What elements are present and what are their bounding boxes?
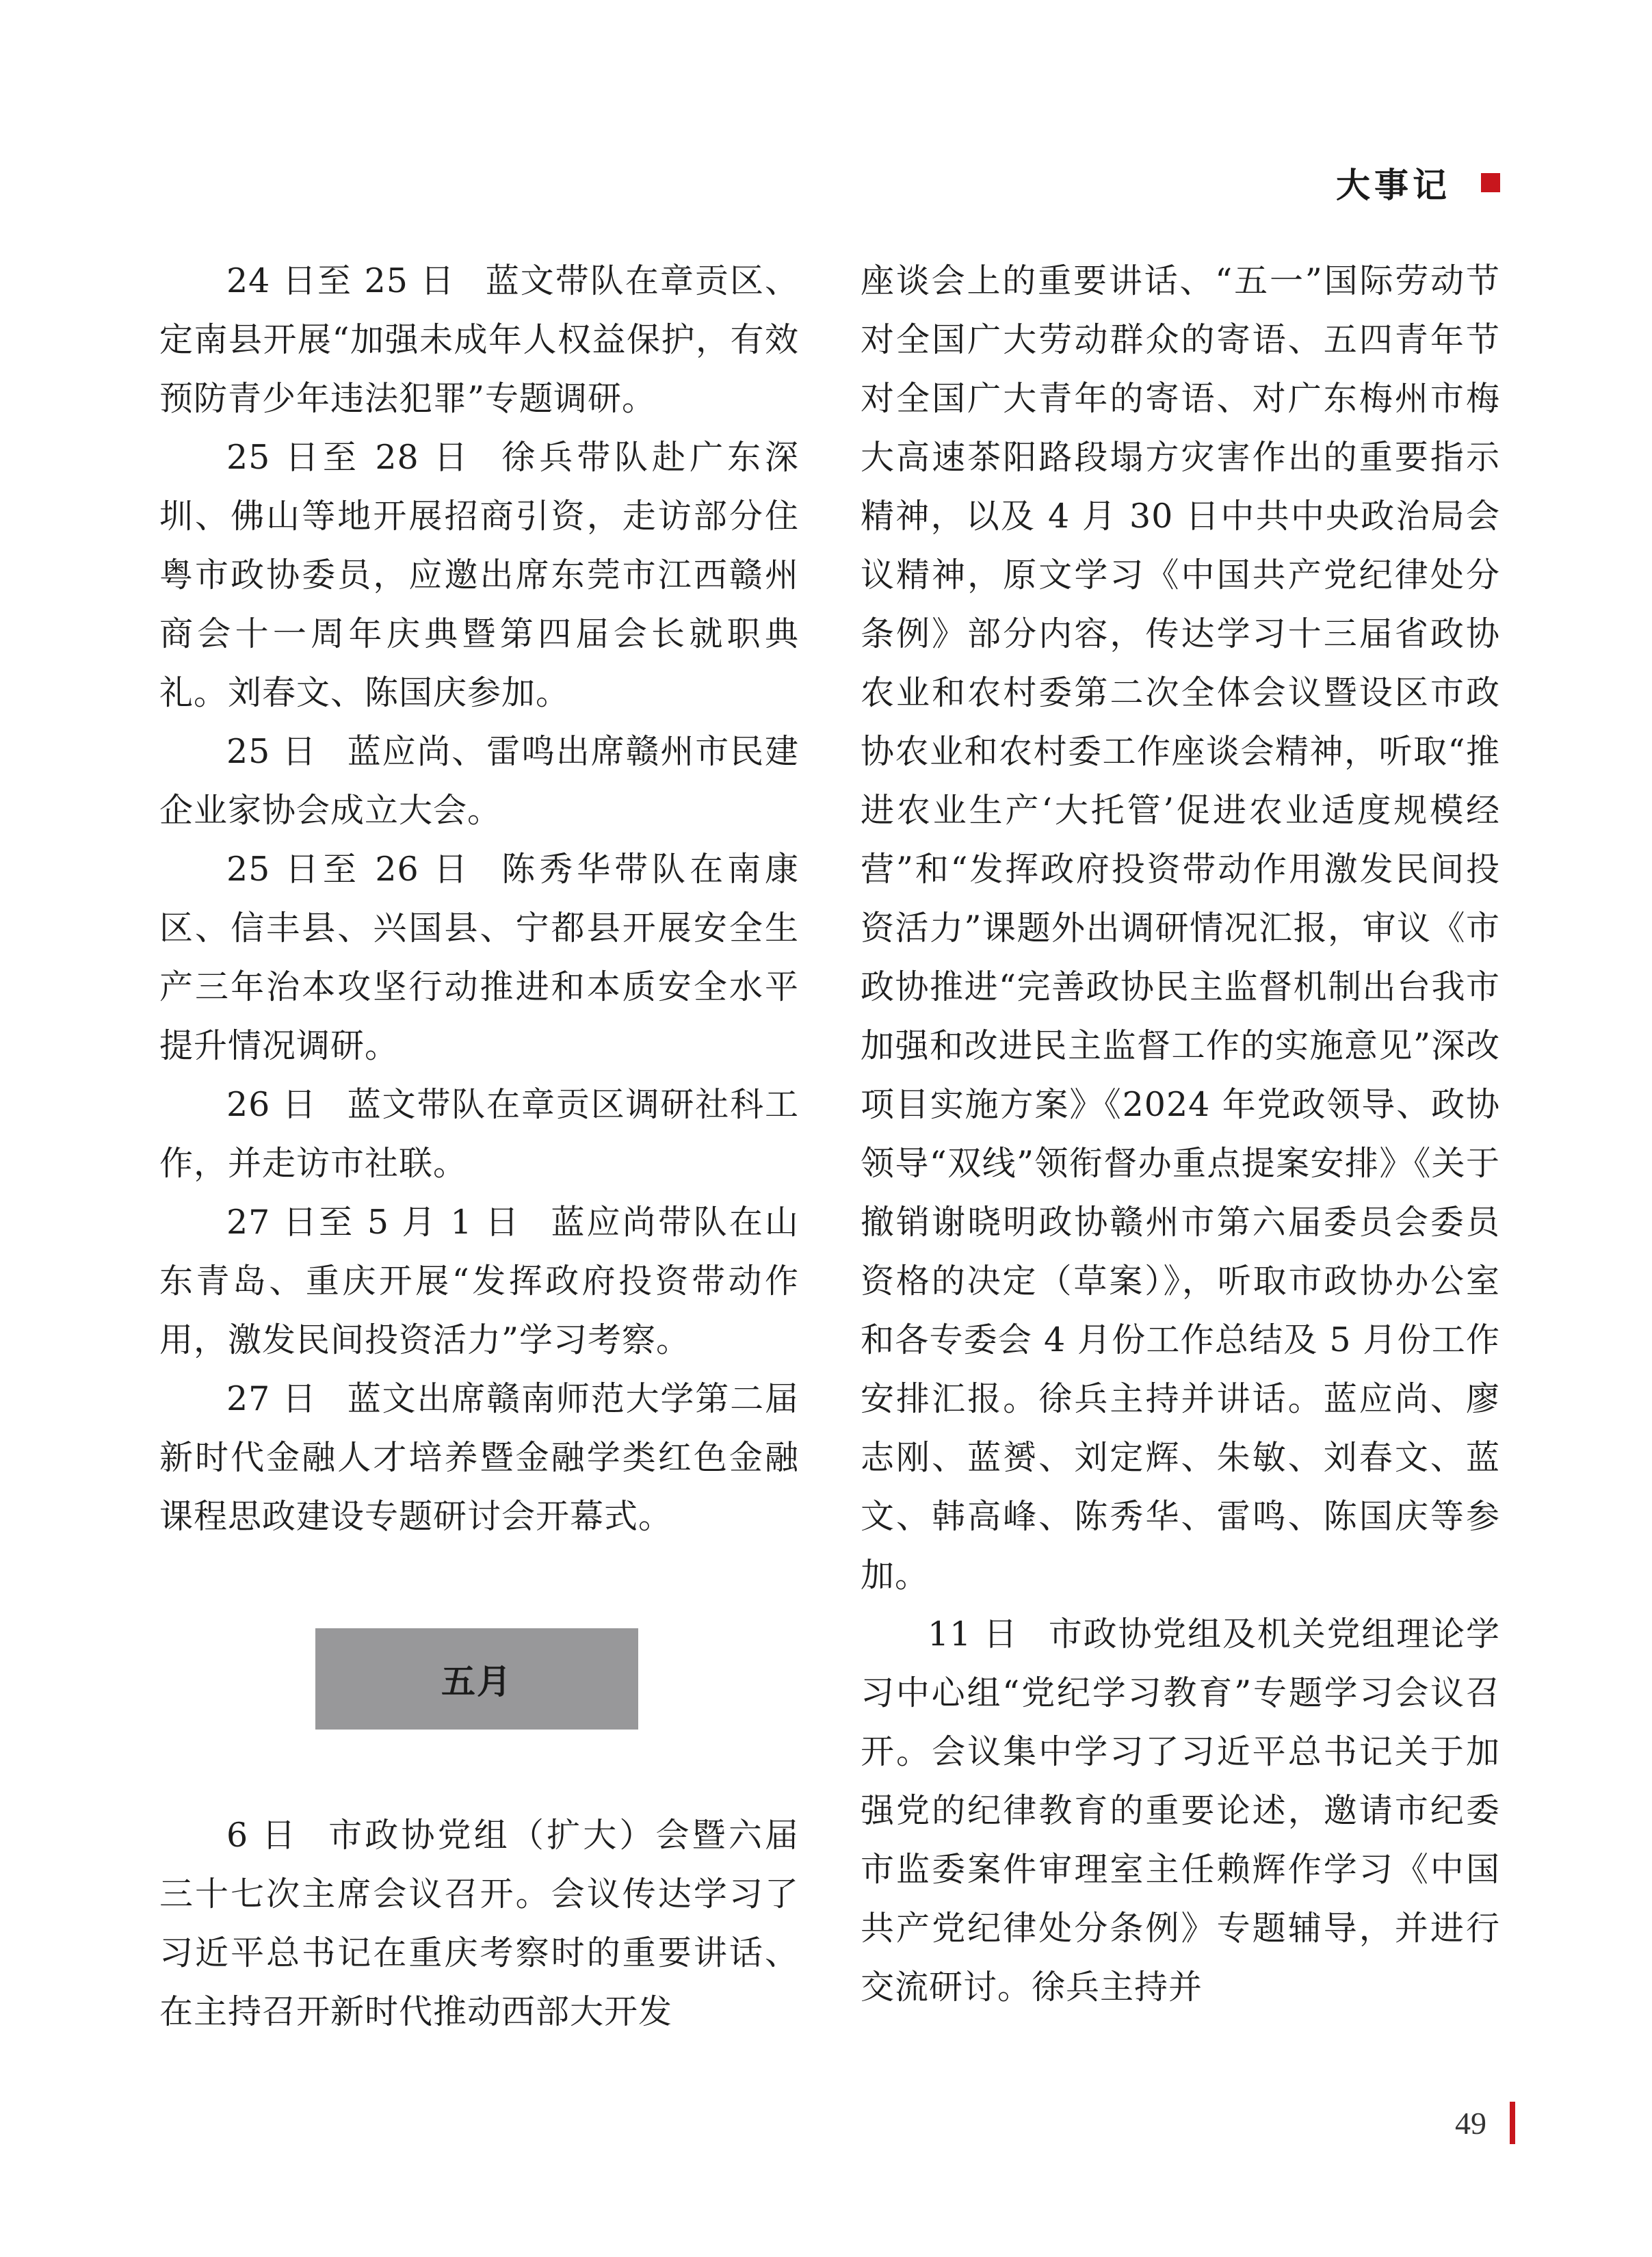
entry-text: 蓝文出席赣南师范大学第二届新时代金融人才培养暨金融学类红色金融课程思政建设专题研讨会开幕式。 — [159, 1379, 799, 1536]
entry-text: 徐兵带队赴广东深圳、佛山等地开展招商引资，走访部分住粤市政协委员，应邀出席东莞市江西赣州商会十一周年庆典暨第四届会长就职典礼。刘春文、陈国庆参加。 — [159, 438, 799, 712]
entry-text: 陈秀华带队在南康区、信丰县、兴国县、宁都县开展安全生产三年治本攻坚行动推进和本质安全水平提升情况调研。 — [159, 850, 799, 1065]
entry-date: 27 日至 5 月 1 日 — [226, 1203, 521, 1242]
entry-date: 26 日 — [226, 1085, 317, 1124]
entry-text: 蓝文带队在章贡区调研社科工作，并走访市社联。 — [159, 1085, 799, 1183]
entry-text: 蓝文带队在章贡区、定南县开展“加强未成年人权益保护，有效预防青少年违法犯罪”专题调研。 — [159, 261, 799, 418]
entry-paragraph — [159, 1075, 799, 1193]
entry-date: 25 日 — [226, 732, 317, 771]
running-header — [1336, 159, 1500, 207]
entry-paragraph — [159, 1193, 799, 1370]
month-heading-box — [315, 1628, 638, 1730]
entry-paragraph — [159, 428, 799, 722]
entry-paragraph — [159, 1370, 799, 1546]
spacer — [159, 1730, 799, 1806]
page-footer — [1455, 2102, 1515, 2144]
red-square-marker — [1481, 173, 1500, 192]
entry-date: 24 日至 25 日 — [226, 261, 456, 300]
entry-text: 市政协党组及机关党组理论学习中心组“党纪学习教育”专题学习会议召开。会议集中学习了习近平总书记关于加强党的纪律教育的重要论述，邀请市纪委市监委案件审理室主任赖辉作学习《中国共产党纪律处分条例》专题辅导，并进行交流研讨。徐兵主持并 — [861, 1615, 1500, 2007]
entry-paragraph — [159, 1806, 799, 2041]
page-number: 49 — [1455, 2105, 1486, 2141]
entry-paragraph — [159, 840, 799, 1075]
entry-paragraph — [861, 1605, 1500, 2017]
entry-paragraph — [159, 722, 799, 840]
entry-date: 25 日至 28 日 — [226, 438, 472, 477]
entry-text: 市政协党组（扩大）会暨六届三十七次主席会议召开。会议传达学习了习近平总书记在重庆考察时的重要讲话、在主持召开新时代推动西部大开发 — [159, 1816, 799, 2031]
entry-date: 6 日 — [226, 1816, 299, 1855]
right-column — [861, 252, 1500, 2017]
entry-paragraph — [159, 252, 799, 428]
entry-date: 25 日至 26 日 — [226, 850, 472, 889]
left-column — [159, 252, 799, 2041]
entry-date: 27 日 — [226, 1379, 317, 1418]
month-heading: 五月 — [441, 1662, 512, 1701]
entry-text: 蓝应尚带队在山东青岛、重庆开展“发挥政府投资带动作用，激发民间投资活力”学习考察。 — [159, 1203, 799, 1359]
entry-date: 11 日 — [928, 1615, 1019, 1654]
continued-paragraph: 座谈会上的重要讲话、“五一”国际劳动节对全国广大劳动群众的寄语、五四青年节对全国广大青年的寄语、对广东梅州市梅大高速茶阳路段塌方灾害作出的重要指示精神，以及 4 月 30 日中共中央政治局会议精神，原文学习《中国共产党纪律处分条例》部分内容，传达学习十三届省政协农业和农村委第二次全体会议暨设区市政协农业和农村委工作座谈会精神，听取“推进农业生产‘大托管’促进农业适度规模经营”和“发挥政府投资带动作用激发民间投资活力”课题外出调研情况汇报，审议《市政协推进“完善政协民主监督机制出台我市加强和改进民主监督工作的实施意见”深改项目实施方案》《2024 年党政领导、政协领导“双线”领衔督办重点提案安排》《关于撤销谢晓明政协赣州市第六届委员会委员资格的决定（草案）》，听取市政协办公室和各专委会 4 月份工作总结及 5 月份工作安排汇报。徐兵主持并讲话。蓝应尚、廖志刚、蓝赟、刘定辉、朱敏、刘春文、蓝文、韩高峰、陈秀华、雷鸣、陈国庆等参加。 — [861, 261, 1500, 1595]
entry-text: 蓝应尚、雷鸣出席赣州市民建企业家协会成立大会。 — [159, 732, 799, 830]
section-title: 大事记 — [1336, 166, 1451, 205]
red-bar-marker — [1510, 2102, 1515, 2144]
